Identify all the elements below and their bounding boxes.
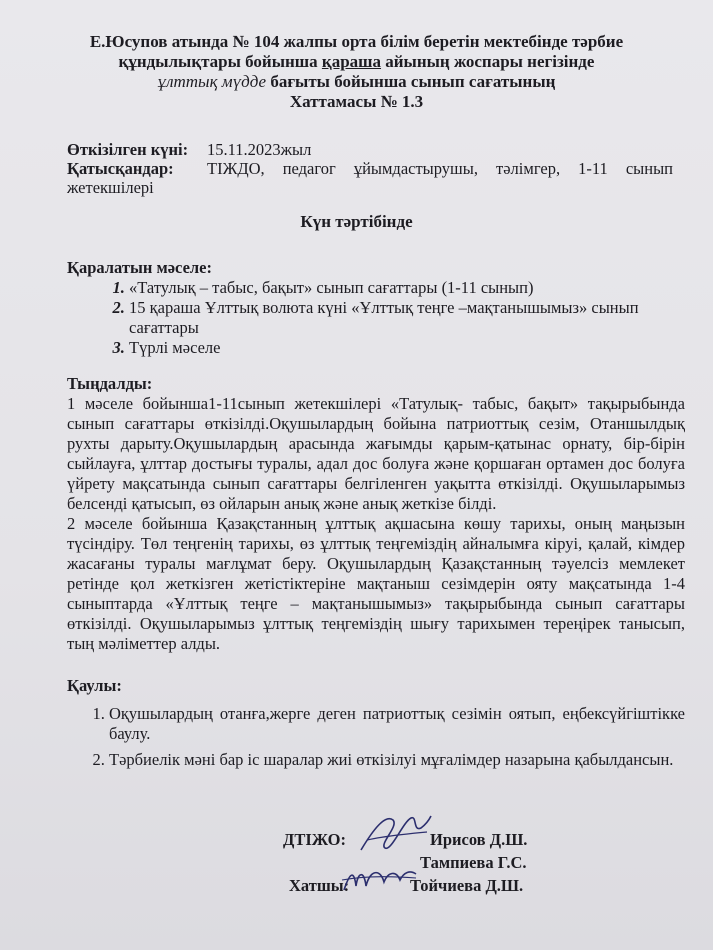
listened-paragraph-1: 1 мәселе бойынша1-11сынып жетекшілері «Татулық- табыс, бақыт» тақырыбында сынып сағаттары өткізілді.Оқушылардың бойына патриоттық сезім, Отаншылдық рухты дарыту.Оқушылардың арасында жағымды қарым-қатынас орнату, бір-бірін сыйлауға, ұлттар достығы туралы, адал дос болуға және қоршаған ортамен дос болуға үйрету мақсатында сынып сағаттары белгіленген уақытта өткізілді. Оқушыларымыз белсенді қатысып, өз ойларын анық және анық жеткізе білді.	[67, 394, 685, 513]
issues-block	[67, 258, 673, 358]
agenda-title: Күн тәртібінде	[300, 212, 413, 231]
date-row	[67, 140, 673, 159]
issues-list	[67, 278, 673, 358]
signer-name-3: Тойчиева Д.Ш.	[410, 876, 524, 895]
resolved-block	[67, 676, 685, 776]
header-line-2c: айының жоспары негізінде	[381, 52, 595, 71]
issue-item-1: 1. «Татулық – табыс, бақыт» сынып сағаттары (1-11 сынып)	[129, 278, 673, 298]
handwritten-signature-1	[355, 810, 435, 860]
participants-row	[67, 159, 673, 178]
participants-cont: жетекшілері	[67, 178, 154, 197]
participants-label: Қатысқандар:	[67, 159, 174, 178]
handwritten-signature-2	[340, 858, 420, 898]
header-line-1: Е.Юсупов атында № 104 жалпы орта білім беретін мектебінде тәрбие	[89, 32, 624, 51]
signer-name-2: Тампиева Г.С.	[420, 853, 527, 872]
header-line-3b: бағыты бойынша сынып сағатының	[266, 72, 556, 91]
document-header	[0, 32, 713, 112]
header-direction: ұлттық мүдде	[157, 72, 267, 91]
header-line-3	[0, 72, 713, 92]
header-line-2	[0, 52, 713, 72]
resolved-label: Қаулы:	[67, 676, 122, 695]
date-value: 15.11.2023жыл	[207, 140, 312, 159]
signer-name-1: Ирисов Д.Ш.	[430, 830, 528, 849]
date-label: Өткізілген күні:	[67, 140, 189, 159]
signature-label-1: ДТІЖО:	[283, 830, 347, 849]
resolved-list	[67, 704, 685, 770]
signature-label-2: Хатшы:	[289, 876, 350, 895]
listened-paragraph-2: 2 мәселе бойынша Қазақстанның ұлттық ақшасына көшу тарихы, оның маңызын түсіндіру. Төл теңгенің тарихы, өз ұлттық теңгеміздің айналымға кіруі, қалай, кімдер жасағаны туралы мағлұмат беру. Оқушылардың Қазақстанның тәуелсіз мемлекет ретінде қол жеткізген жетістіктеріне мақтаныш сезімдерін ояту мақсатында 1-4 сыныптарда «Ұлттық теңге – мақтанышымыз» тақырыбында сынып сағаттары өткізілді. Оқушыларымыз ұлттық теңгеміздің шығу тарихымен тереңірек танысып, тың мәліметтер алды.	[67, 514, 685, 653]
meta-block	[67, 140, 673, 197]
issue-item-2: 2. 15 қараша Ұлттық волюта күні «Ұлттық теңге –мақтанышымыз» сынып сағаттары	[129, 298, 673, 338]
participants-value: ТІЖДО, педагог ұйымдастырушы, тәлімгер, 1-11 сынып	[207, 159, 673, 178]
listened-label: Тыңдалды:	[67, 374, 153, 393]
header-line-2a: құндылықтары бойынша	[118, 52, 322, 71]
issue-item-3: 3. Түрлі мәселе	[129, 338, 673, 358]
resolved-item-1: 1. Оқушылардың отанға,жерге деген патриоттық сезімін оятып, еңбексүйгіштікке баулу.	[109, 704, 685, 744]
protocol-number: Хаттамасы № 1.3	[289, 92, 424, 111]
resolved-item-2: 2. Тәрбиелік мәні бар іс шаралар жиі өткізілуі мұғалімдер назарына қабылдансын.	[109, 750, 685, 770]
listened-block	[67, 374, 685, 654]
header-month: қараша	[321, 52, 382, 71]
issues-label: Қаралатын мәселе:	[67, 258, 212, 277]
